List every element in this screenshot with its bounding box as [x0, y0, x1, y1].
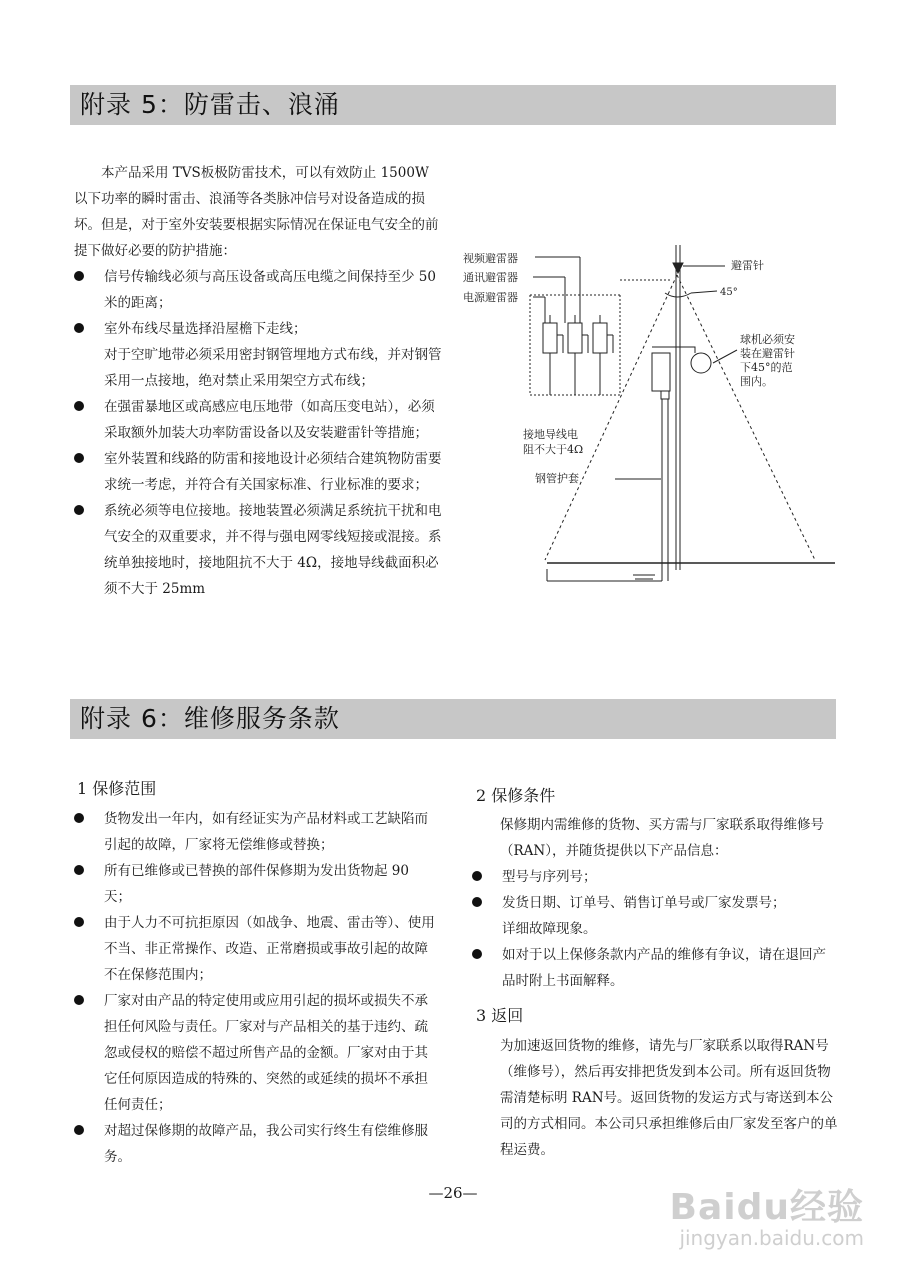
list-item-text: 信号传输线必须与高压设备或高压电缆之间保持至少 50米的距离； — [104, 269, 436, 311]
list-item — [74, 988, 439, 1118]
list-item-text: 对超过保修期的故障产品，我公司实行终生有偿维修服务。 — [104, 1123, 428, 1165]
list-item — [74, 394, 446, 446]
label-dome-line2: 装在避雷针 — [740, 347, 795, 360]
watermark-brand: Baidu经验 — [669, 1187, 864, 1228]
section3-title: 3 返回 — [476, 1006, 524, 1025]
list-item-text: 室外装置和线路的防雷和接地设计必须结合建筑物防雷要求统一考虑，并符合有关国家标准、行业标准的要求； — [104, 451, 442, 493]
bullet-icon — [74, 453, 84, 463]
dome-camera-icon — [691, 353, 711, 373]
list-item — [74, 498, 446, 602]
bullet-icon — [74, 401, 84, 411]
list-item-text: 所有已维修或已替换的部件保修期为发出货物起 90 天； — [104, 863, 409, 905]
list-item — [74, 264, 446, 316]
label-lightning-rod: 避雷针 — [731, 259, 764, 272]
bullet-icon — [74, 505, 84, 515]
label-video-protector: 视频避雷器 — [463, 252, 518, 265]
list-item-text: 发货日期、订单号、销售订单号或厂家发票号； — [502, 895, 786, 911]
section2-intro: 保修期内需维修的货物、买方需与厂家联系取得维修号（RAN），并随货提供以下产品信息： — [500, 817, 824, 859]
label-dome-line3: 下45°的范 — [740, 361, 793, 374]
section1-title: 1 保修范围 — [77, 779, 157, 798]
label-ground-line1: 接地导线电 — [523, 428, 578, 441]
bullet-icon — [74, 1125, 84, 1135]
list-item-text: 货物发出一年内，如有经证实为产品材料或工艺缺陷而引起的故障，厂家将无偿维修或替换； — [104, 811, 428, 853]
list-item-text: 型号与序列号； — [502, 869, 597, 885]
list-item-subtext: 详细故障现象。 — [502, 921, 597, 937]
lightning-protection-diagram — [455, 235, 845, 595]
watermark-url: jingyan.baidu.com — [679, 1226, 864, 1250]
label-dome-line1: 球机必须安 — [740, 333, 795, 346]
bullet-icon — [74, 865, 84, 875]
list-item-text: 室外布线尽量选择沿屋檐下走线； — [104, 321, 307, 337]
bullet-icon — [472, 949, 482, 959]
list-item — [74, 910, 439, 988]
bullet-icon — [74, 813, 84, 823]
appendix6-title: 附录 6：维修服务条款 — [70, 699, 836, 739]
list-item-text: 厂家对由产品的特定使用或应用引起的损坏或损失不承担任何风险与责任。厂家对与产品相关的基于违约、疏忽或侵权的赔偿不超过所售产品的金额。厂家对由于其它任何原因造成的特殊的、突然的或延续的损坏不承担任何责任； — [104, 993, 428, 1113]
bullet-icon — [74, 323, 84, 333]
rod-tip-icon — [673, 263, 683, 273]
list-item — [74, 1118, 439, 1170]
list-item-subtext: 对于空旷地带必须采用密封钢管埋地方式布线，并对钢管采用一点接地，绝对禁止采用架空方式布线； — [104, 347, 442, 389]
page-number: —26— — [428, 1184, 478, 1202]
list-item — [74, 316, 446, 342]
list-item-text: 系统必须等电位接地。接地装置必须满足系统抗干扰和电气安全的双重要求，并不得与强电网零线短接或混接。系统单独接地时，接地阻抗不大于 4Ω，接地导线截面积必须不大于 25mm — [104, 503, 442, 597]
bullet-icon — [74, 995, 84, 1005]
section2-body — [472, 812, 838, 994]
bullet-icon — [74, 917, 84, 927]
appendix5-intro: 本产品采用 TVS板极防雷技术，可以有效防止 1500W 以下功率的瞬时雷击、浪涌等各类脉冲信号对设备造成的损坏。但是，对于室外安装要根据实际情况在保证电气安全的前提下做好必要的防护措施： — [74, 165, 439, 259]
protector-box — [652, 353, 670, 391]
section1-body — [74, 806, 439, 1170]
label-comm-protector: 通讯避雷器 — [463, 271, 518, 284]
list-item-text: 在强雷暴地区或高感应电压地带（如高压变电站），必须采取额外加装大功率防雷设备以及安装避雷针等措施； — [104, 399, 435, 441]
label-pipe: 钢管护套 — [535, 472, 579, 485]
list-item-text: 如对于以上保修条款内产品的维修有争议，请在退回产品时附上书面解释。 — [502, 947, 826, 989]
list-item — [74, 806, 439, 858]
list-item — [472, 864, 838, 890]
section3-body: 为加速返回货物的维修，请先与厂家联系以取得RAN号（维修号），然后再安排把货发到本公司。所有返回货物需清楚标明 RAN号。返回货物的发运方式与寄送到本公司的方式相同。本公司只承担维修后由厂家发至客户的单程运费。 — [500, 1038, 838, 1158]
label-power-protector: 电源避雷器 — [463, 291, 518, 304]
list-item — [472, 890, 838, 916]
list-item-text: 由于人力不可抗拒原因（如战争、地震、雷击等）、使用不当、非正常操作、改造、正常磨损或事故引起的故障不在保修范围内； — [104, 915, 435, 983]
label-dome-line4: 围内。 — [740, 375, 773, 388]
list-item — [472, 942, 838, 994]
list-item — [74, 858, 439, 910]
list-item — [74, 446, 446, 498]
watermark — [670, 1179, 864, 1250]
bullet-icon — [472, 871, 482, 881]
label-angle: 45° — [720, 287, 738, 298]
section2-title: 2 保修条件 — [476, 786, 556, 805]
bullet-icon — [74, 271, 84, 281]
appendix5-body — [74, 160, 446, 602]
label-ground-line2: 阻不大于4Ω — [523, 443, 584, 456]
bullet-icon — [472, 897, 482, 907]
appendix5-title: 附录 5：防雷击、浪涌 — [70, 85, 836, 125]
